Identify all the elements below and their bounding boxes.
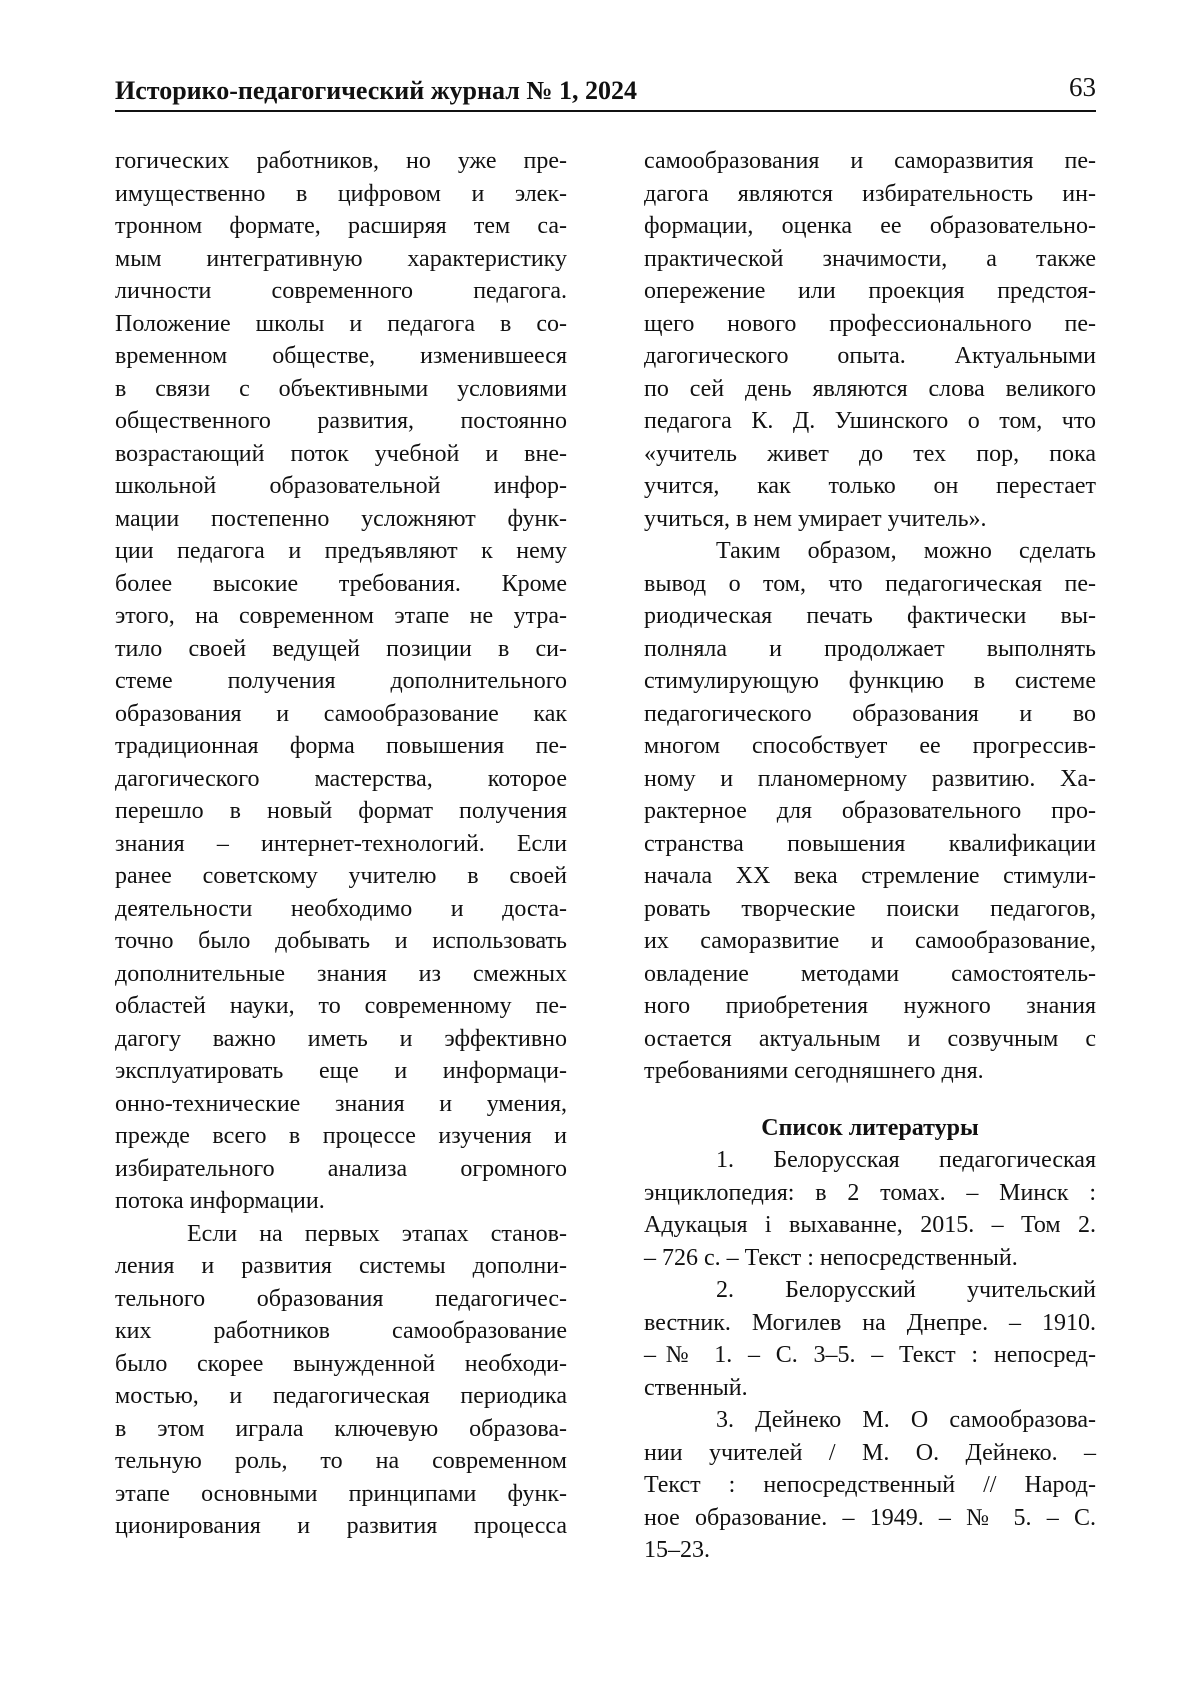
text-line: стимулирующую функцию в системе: [644, 668, 1096, 694]
text-line: самообразования и саморазвития пе-: [644, 148, 1096, 174]
text-line: ного приобретения нужного знания: [644, 993, 1096, 1019]
text-line: овладение методами самостоятель-: [644, 960, 1096, 987]
text-line: учиться, в нем умирает учитель».: [644, 505, 987, 532]
left-column: [115, 145, 567, 1543]
text-line: онно-технические знания и умения,: [115, 1090, 567, 1117]
page-number: 63: [1069, 72, 1096, 102]
text-line: дагогического опыта. Актуальными: [644, 343, 1096, 369]
text-line: опережение или проекция предстоя-: [644, 278, 1096, 304]
text-line: тронном формате, расширяя тем са-: [115, 213, 567, 239]
text-line: формации, оценка ее образовательно-: [644, 213, 1096, 239]
text-line: тельного образования педагогичес-: [115, 1285, 567, 1312]
reference-line: вестник. Могилев на Днепре. – 1910.: [644, 1309, 1096, 1336]
text-line: в этом играла ключевую образова-: [115, 1415, 567, 1442]
references-title: Список литературы: [761, 1114, 979, 1141]
reference-line: – 726 с. – Текст : непосредственный.: [644, 1244, 1018, 1271]
text-line: ровать творческие поиски педагогов,: [644, 895, 1096, 922]
text-line: ции педагога и предъявляют к нему: [115, 538, 567, 564]
reference-line: Адукацыя і выхаванне, 2015. – Том 2.: [644, 1212, 1096, 1238]
section-gap: [644, 1088, 1096, 1112]
text-line: ранее советскому учителю в своей: [115, 863, 567, 889]
text-line: вывод о том, что педагогическая пе-: [644, 570, 1096, 597]
reference-line: –№ 1. – С. 3–5. – Текст : непосред-: [644, 1342, 1096, 1368]
text-line: было скорее вынужденной необходи-: [115, 1350, 567, 1377]
text-line: избирательного анализа огромного: [115, 1155, 567, 1182]
text-line: рактерное для образовательного про-: [644, 798, 1096, 824]
reference-line: 1. Белорусская педагогическая: [716, 1147, 1096, 1173]
text-line: остается актуальным и созвучным с: [644, 1025, 1096, 1052]
text-line: тило своей ведущей позиции в си-: [115, 635, 567, 662]
reference-line: 15–23.: [644, 1537, 710, 1563]
text-line: гогических работников, но уже пре-: [115, 148, 567, 174]
text-line: ному и планомерному развитию. Ха-: [644, 765, 1096, 792]
journal-title: Историко-педагогический журнал № 1, 2024: [115, 76, 637, 105]
text-line: дагогу важно иметь и эффективно: [115, 1025, 567, 1052]
text-line: мации постепенно усложняют функ-: [115, 505, 567, 532]
text-line: эксплуатировать еще и информаци-: [115, 1058, 567, 1084]
text-line: этапе основными принципами функ-: [115, 1480, 567, 1507]
reference-line: нии учителей / М. О. Дейнеко. –: [644, 1439, 1096, 1466]
text-line: ких работников самообразование: [115, 1318, 567, 1344]
reference-line: ное образование. – 1949. – № 5. – С.: [644, 1504, 1096, 1531]
text-line: перешло в новый формат получения: [115, 798, 567, 824]
text-line: деятельности необходимо и доста-: [115, 895, 567, 922]
text-line: по сей день являются слова великого: [644, 375, 1096, 402]
text-line: начала XX века стремление стимули-: [644, 863, 1096, 889]
text-line: возрастающий поток учебной и вне-: [115, 440, 567, 467]
text-line: потока информации.: [115, 1188, 325, 1214]
paragraph-first-line: Таким образом, можно сделать: [716, 538, 1096, 564]
text-line: дополнительные знания из смежных: [115, 960, 567, 987]
text-line: учится, как только он перестает: [644, 473, 1096, 499]
running-header: [115, 70, 1096, 112]
text-line: этого, на современном этапе не утра-: [115, 603, 567, 629]
reference-line: 2. Белорусский учительский: [716, 1277, 1096, 1303]
reference-line: энциклопедия: в 2 томах. – Минск :: [644, 1179, 1096, 1206]
text-line: в связи с объективными условиями: [115, 375, 567, 402]
text-line: знания – интернет-технологий. Если: [115, 830, 567, 857]
text-line: школьной образовательной инфор-: [115, 473, 567, 499]
text-line: педагогического образования и во: [644, 700, 1096, 727]
text-line: дагога являются избирательность ин-: [644, 180, 1096, 207]
text-line: «учитель живет до тех пор, пока: [644, 440, 1096, 467]
text-line: временном обществе, изменившееся: [115, 343, 567, 369]
text-line: имущественно в цифровом и элек-: [115, 180, 567, 207]
text-line: щего нового профессионального пе-: [644, 310, 1096, 337]
text-line: требованиями сегодняшнего дня.: [644, 1058, 984, 1084]
text-line: точно было добывать и использовать: [115, 928, 567, 954]
text-line: образования и самообразование как: [115, 700, 567, 727]
reference-line: ственный.: [644, 1374, 748, 1401]
text-line: тельную роль, то на современном: [115, 1448, 567, 1474]
text-line: личности современного педагога.: [115, 278, 567, 304]
text-line: педагога К. Д. Ушинского о том, что: [644, 408, 1096, 434]
text-line: Положение школы и педагога в со-: [115, 310, 567, 337]
text-line: областей науки, то современному пе-: [115, 993, 567, 1019]
text-line: традиционная форма повышения пе-: [115, 733, 567, 759]
paragraph-first-line: Если на первых этапах станов-: [187, 1220, 567, 1247]
text-line: многом способствует ее прогрессив-: [644, 733, 1096, 759]
reference-line: Текст : непосредственный // Народ-: [644, 1472, 1096, 1498]
text-line: их саморазвитие и самообразование,: [644, 928, 1096, 954]
text-line: практической значимости, а также: [644, 245, 1096, 272]
right-column: [644, 145, 1096, 1567]
text-line: мым интегративную характеристику: [115, 245, 567, 272]
text-line: ционирования и развития процесса: [115, 1513, 567, 1539]
text-line: ления и развития системы дополни-: [115, 1253, 567, 1279]
text-line: более высокие требования. Кроме: [115, 570, 567, 597]
text-line: полняла и продолжает выполнять: [644, 635, 1096, 662]
text-line: странства повышения квалификации: [644, 830, 1096, 857]
text-line: прежде всего в процессе изучения и: [115, 1123, 567, 1149]
text-line: мостью, и педагогическая периодика: [115, 1383, 567, 1409]
text-line: дагогического мастерства, которое: [115, 765, 567, 792]
text-line: общественного развития, постоянно: [115, 408, 567, 434]
reference-line: 3. Дейнеко М. О самообразова-: [716, 1407, 1096, 1433]
text-line: риодическая печать фактически вы-: [644, 603, 1096, 629]
text-line: стеме получения дополнительного: [115, 668, 567, 694]
